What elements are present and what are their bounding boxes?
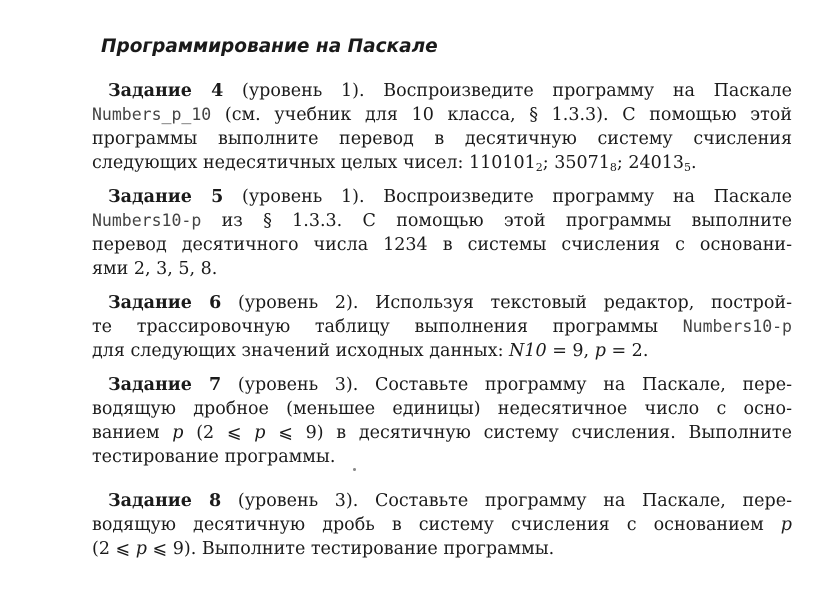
task8-line1 xyxy=(108,490,792,512)
task4-line2 xyxy=(92,104,792,126)
task4-line2-text: (см. учебник для 10 класса, § 1.3.3). С помощью этой xyxy=(211,105,792,125)
task4-line4 xyxy=(92,152,697,179)
period: . xyxy=(691,153,697,173)
task6-line3 xyxy=(92,340,648,362)
program-name-numbers10-p: Numbers10-p xyxy=(92,211,202,230)
task5-label: Задание 5 xyxy=(108,187,224,207)
variable-p: p xyxy=(594,341,606,361)
task6-line1-text: (уровень 2). Используя текстовый редактор, построй- xyxy=(221,293,792,313)
task7-line1 xyxy=(108,374,792,396)
equation-part: = 9, xyxy=(546,341,595,361)
task6-line2-text: те трассировочную таблицу выполнения программы xyxy=(92,317,683,337)
inequality-part: (2 ⩽ xyxy=(183,423,255,443)
base-2: 8 xyxy=(609,161,617,174)
base-1: 2 xyxy=(535,161,543,174)
variable-p: p xyxy=(135,539,147,559)
inequality-part: (2 ⩽ xyxy=(92,539,136,559)
task5-line4: ями 2, 3, 5, 8. xyxy=(92,259,218,279)
task7-line4: тестирование программы. xyxy=(92,447,336,467)
task4-line3: программы выполните перевод в десятичную систему счисления xyxy=(92,129,792,149)
task4-line4-text: следующих недесятичных целых чисел: xyxy=(92,153,469,173)
task7-line3 xyxy=(92,422,792,444)
task8-label: Задание 8 xyxy=(108,491,222,511)
task8-line3-rest: ⩽ 9). Выполните тестирование программы. xyxy=(146,539,555,559)
variable-p: p xyxy=(780,515,792,535)
variable-p: p xyxy=(172,423,184,443)
number-1: 110101 xyxy=(468,153,536,173)
variable-p: p xyxy=(254,423,266,443)
task6-line2 xyxy=(92,316,792,338)
number-2: 35071 xyxy=(554,153,610,173)
task4-line1-text: (уровень 1). Воспроизведите программу на Паскале xyxy=(223,81,793,101)
task6-line3-text: для следующих значений исходных данных: xyxy=(92,341,510,361)
program-name-numbers-p-10: Numbers_p_10 xyxy=(92,105,212,124)
separator: ; xyxy=(542,153,555,173)
base-3: 5 xyxy=(684,161,692,174)
task6-line1 xyxy=(108,292,792,314)
task6-label: Задание 6 xyxy=(108,293,222,313)
section-heading: Программирование на Паскале xyxy=(101,36,438,57)
task7-line2: водящую дробное (меньшее единицы) недесятичное число с осно- xyxy=(92,399,792,419)
equation-part: = 2. xyxy=(605,341,649,361)
task5-line1 xyxy=(108,186,792,208)
task4-line1 xyxy=(108,80,792,102)
task7-line3-rest: ⩽ 9) в десятичную систему счисления. Выполните xyxy=(265,423,792,443)
task5-line2 xyxy=(92,210,792,232)
program-name-numbers10-p: Numbers10-p xyxy=(682,317,792,336)
task8-line2-text: водящую десятичную дробь в систему счисления с основанием xyxy=(92,515,781,535)
task5-line2-text: из § 1.3.3. С помощью этой программы выполните xyxy=(201,211,792,231)
task8-line1-text: (уровень 3). Составьте программу на Паскале, пере- xyxy=(221,491,792,511)
task5-line3: перевод десятичного числа 1234 в системы счисления с основани- xyxy=(92,235,792,255)
scan-speck xyxy=(353,468,356,471)
task8-line2 xyxy=(92,514,792,536)
variable-n10: N10 xyxy=(509,341,547,361)
number-3: 24013 xyxy=(628,153,685,173)
task7-line1-text: (уровень 3). Составьте программу на Паскале, пере- xyxy=(221,375,792,395)
task8-line3 xyxy=(92,538,554,560)
separator: ; xyxy=(616,153,629,173)
task7-line3-text: ванием xyxy=(92,423,173,443)
task4-label: Задание 4 xyxy=(108,81,224,101)
task5-line1-text: (уровень 1). Воспроизведите программу на Паскале xyxy=(223,187,793,207)
task7-label: Задание 7 xyxy=(108,375,222,395)
